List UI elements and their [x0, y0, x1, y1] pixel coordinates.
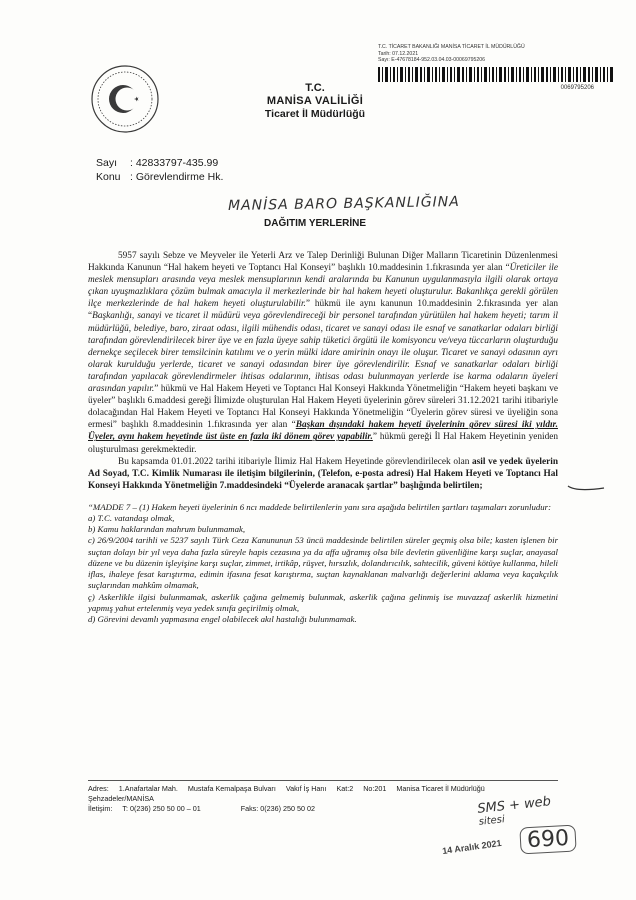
footer-telefon: T: 0(236) 250 50 00 – 01 — [122, 804, 201, 813]
letterhead-title — [250, 82, 380, 121]
p1-text-e: ” hükmü ve Hal Hakem Heyeti ve Toptancı Hal Konseyi Hakkında Yönetmeliğin “Hakem heyeti başkanı ve üyeler” başlıklı 6.maddesi gereği İlimizde oluşturulan Hal Hakem Heyeti üyelerinin görev süreleri 31.12.2021 tarihi itibariyle dolacağından Hal Hakem Heyeti ve Toptancı Hal Konseyi Hakkında Yönetmeliğin “Üyelerin görev süresi ve üyeliğin sona ermesi” başlıklı 8.maddesinin 1.fıkrasında yer alan “ — [88, 384, 558, 431]
handwritten-number: 690 — [519, 825, 576, 855]
p2-text-a: Bu kapsamda 01.01.2022 tarihi itibariyle İlimiz Hal Hakem Heyetinde görevlendirilecek olan — [118, 456, 473, 467]
madde-item-b: b) Kamu haklarından mahrum bulunmamak, — [88, 524, 246, 535]
konu-label: Konu — [96, 171, 121, 183]
footer-faks: Faks: 0(236) 250 50 02 — [240, 804, 316, 813]
p1-quote-2: Başkanlığı, sanayi ve ticaret il müdürü veya görevlendireceği bir personel tarafından yürütülen hal hakem heyeti; tarım il müdürlüğü, belediye, baro, ziraat odası, ilgili mühendis odası, ticaret ve sanayi odası ile esnaf ve sanatkarlar odaları birliği tarafından görevlendirilecek birer üye ve en fazla üyeye sahip tüketici örgütü ile komisyoncu ve/veya tüccarların oluşturduğu dernekçe seçilecek birer temsilcinin katılımı ve o yerin mülki idare amirinin onayı ile oluşur. Ticaret ve sanayi odasının ayrı olarak kurulduğu yerlerde, ticaret ve sanayi odasından birer üye görevlendirilir. Esnaf ve sanatkarlar odaları birliği tarafından yapılacak görevlendirmeler ihtisas odalarının, ihtisas odası bulunmayan yerlerde ise karma odaların üyeleri arasından yapılır. — [88, 311, 558, 395]
paragraph-1 — [88, 250, 558, 456]
footer-adres-3: Vakıf İş Hanı — [285, 784, 327, 793]
p1-text-g: ” hükmü gereği İl Hal Hakem Heyetinin yeniden oluşturulması gerekmektedir. — [88, 432, 558, 455]
handwritten-note-line2: sitesi — [478, 814, 506, 828]
letterhead-tc: T.C. — [305, 82, 325, 94]
konu-row — [96, 170, 223, 184]
p1-quote-3-underlined: Başkan dışındaki hakem heyeti üyelerinin görev süresi iki yıldır. Üyeler, aynı hakem heyetinde üst üste en fazla iki dönem görev yapabilir. — [88, 420, 558, 443]
p1-text-a: 5957 sayılı Sebze ve Meyveler ile Yeterli Arz ve Talep Derinliği Bulunan Diğer Malların Ticaretinin Düzenlenmesi Hakkında Kanunun “Hal hakem heyeti ve Toptancı Hal Konseyi” başlıklı 10.maddesinin 1.fıkrasında yer alan “ — [88, 251, 558, 274]
sayi-value: : 42833797-435.99 — [130, 157, 219, 169]
footer-adres-7: Şehzadeler/MANİSA — [88, 794, 154, 803]
footer-iletisim-label: İletişim: — [88, 804, 113, 813]
footer-address-row — [88, 784, 558, 794]
footer-adres-6: Manisa Ticaret İl Müdürlüğü — [396, 784, 485, 793]
barcode-number: 0069795206 — [560, 85, 594, 92]
madde-intro: “MADDE 7 – (1) Hakem heyeti üyelerinin 6 ncı maddede belirtilenlerin yanı sıra aşağıda belirtilen şartları taşımaları zorunludur: — [88, 501, 552, 512]
p1-text-c: ” hükmü ile aynı kanunun 10.maddesinin 2.fıkrasında yer alan “ — [88, 299, 558, 322]
p2-text-c: başlığında belirtilen; — [397, 480, 483, 491]
p2-bold: asil ve yedek üyelerin Ad Soyad, T.C. Kimlik Numarası ile iletişim bilgilerinin, (Telefon, e-posta adresi) Hal Hakem Heyeti ve Toptancı Hal Konseyi Hakkında Yönetmeliğin 7.maddesindeki “Üyelerde aranacak şartlar” — [88, 456, 558, 491]
barcode-line-sayi: Sayı: E-47678184-952.03.04.03-00069795206 — [378, 57, 486, 64]
handwritten-note-line1: SMS + web — [476, 794, 552, 817]
barcode-icon — [378, 67, 614, 82]
sayi-row — [96, 156, 223, 170]
letterhead-mudurluk: Ticaret İl Müdürlüğü — [264, 108, 366, 120]
letterhead-valilik: MANİSA VALİLİĞİ — [266, 95, 364, 107]
footer-adres-5: No:201 — [363, 784, 387, 793]
madde-7-block — [88, 502, 558, 625]
madde-item-c: c) 26/9/2004 tarihli ve 5237 sayılı Türk Ceza Kanununun 53 üncü maddesinde belirtilen süreler geçmiş olsa bile; kasten işlenen bir suçtan dolayı bir yıl veya daha fazla süreyle hapis cezasına ya da affa uğramış olsa bile devletin güvenliğine karşı suçlar, anayasal düzene ve bu düzenin işleyişine karşı suçlar, zimmet, irtikâp, rüşvet, hırsızlık, dolandırıcılık, sahtecilik, güveni kötüye kullanma, hileli iflas, ihaleye fesat karıştırma, edimin ifasına fesat karıştırma, suçtan kaynaklanan malvarlığı değerlerini aklama veya kaçakçılık suçlarından mahkûm olmamak, — [88, 535, 558, 591]
handwritten-addressee: MANİSA BARO BAŞKANLIĞINA — [227, 193, 460, 215]
madde-item-a: a) T.C. vatandaşı olmak, — [88, 513, 175, 524]
margin-check-mark-icon — [566, 482, 606, 494]
madde-item-c-cedilla: ç) Askerlikle ilgisi bulunmamak, askerlik çağına gelmemiş bulunmak, askerlik çağına gelinmiş ise muvazzaf askerlik hizmetini yapmış yahut ertelenmiş veya yedek sınıfa geçirilmiş olmak, — [88, 591, 558, 613]
footer-adres-1: 1.Anafartalar Mah. — [118, 784, 178, 793]
received-date-stamp: 14 Aralık 2021 — [441, 837, 503, 857]
madde-item-d: d) Görevini devamlı yapmasına engel olabilecek akıl hastalığı bulunmamak. — [88, 613, 357, 624]
footer-adres-2: Mustafa Kemalpaşa Bulvarı — [187, 784, 276, 793]
konu-value: : Görevlendirme Hk. — [130, 171, 224, 183]
spacer — [88, 492, 558, 502]
footer-adres-4: Kat:2 — [336, 784, 354, 793]
p1-quote-1: Üreticiler ile meslek mensupları arasında veya meslek mensuplarının kendi aralarında bu Kanunun uygulanmasıyla ilgili olarak ortaya çıkan uyuşmazlıklara çözüm bulmak amacıyla il merkezlerinde bir hal hakem heyeti oluşturulur. Bakanlıkça gerekli görülen ilçe merkezlerinde de hal hakem heyeti oluşturulabilir. — [88, 263, 558, 310]
barcode-line-date: Tarih: 07.12.2021 — [378, 50, 419, 57]
letter-body — [88, 250, 558, 625]
sayi-label: Sayı — [96, 157, 118, 169]
paragraph-2 — [88, 456, 558, 492]
ministry-emblem-icon — [90, 64, 160, 134]
distribution-heading: DAĞITIM YERLERİNE — [264, 218, 367, 229]
footer-adres-label: Adres: — [88, 784, 109, 793]
handwritten-note — [477, 796, 553, 829]
document-barcode-block — [378, 44, 618, 92]
document-meta — [96, 156, 223, 184]
barcode-line-ministry: T.C. TİCARET BAKANLIĞI MANİSA TİCARET İL MÜDÜRLÜĞÜ — [378, 44, 525, 50]
